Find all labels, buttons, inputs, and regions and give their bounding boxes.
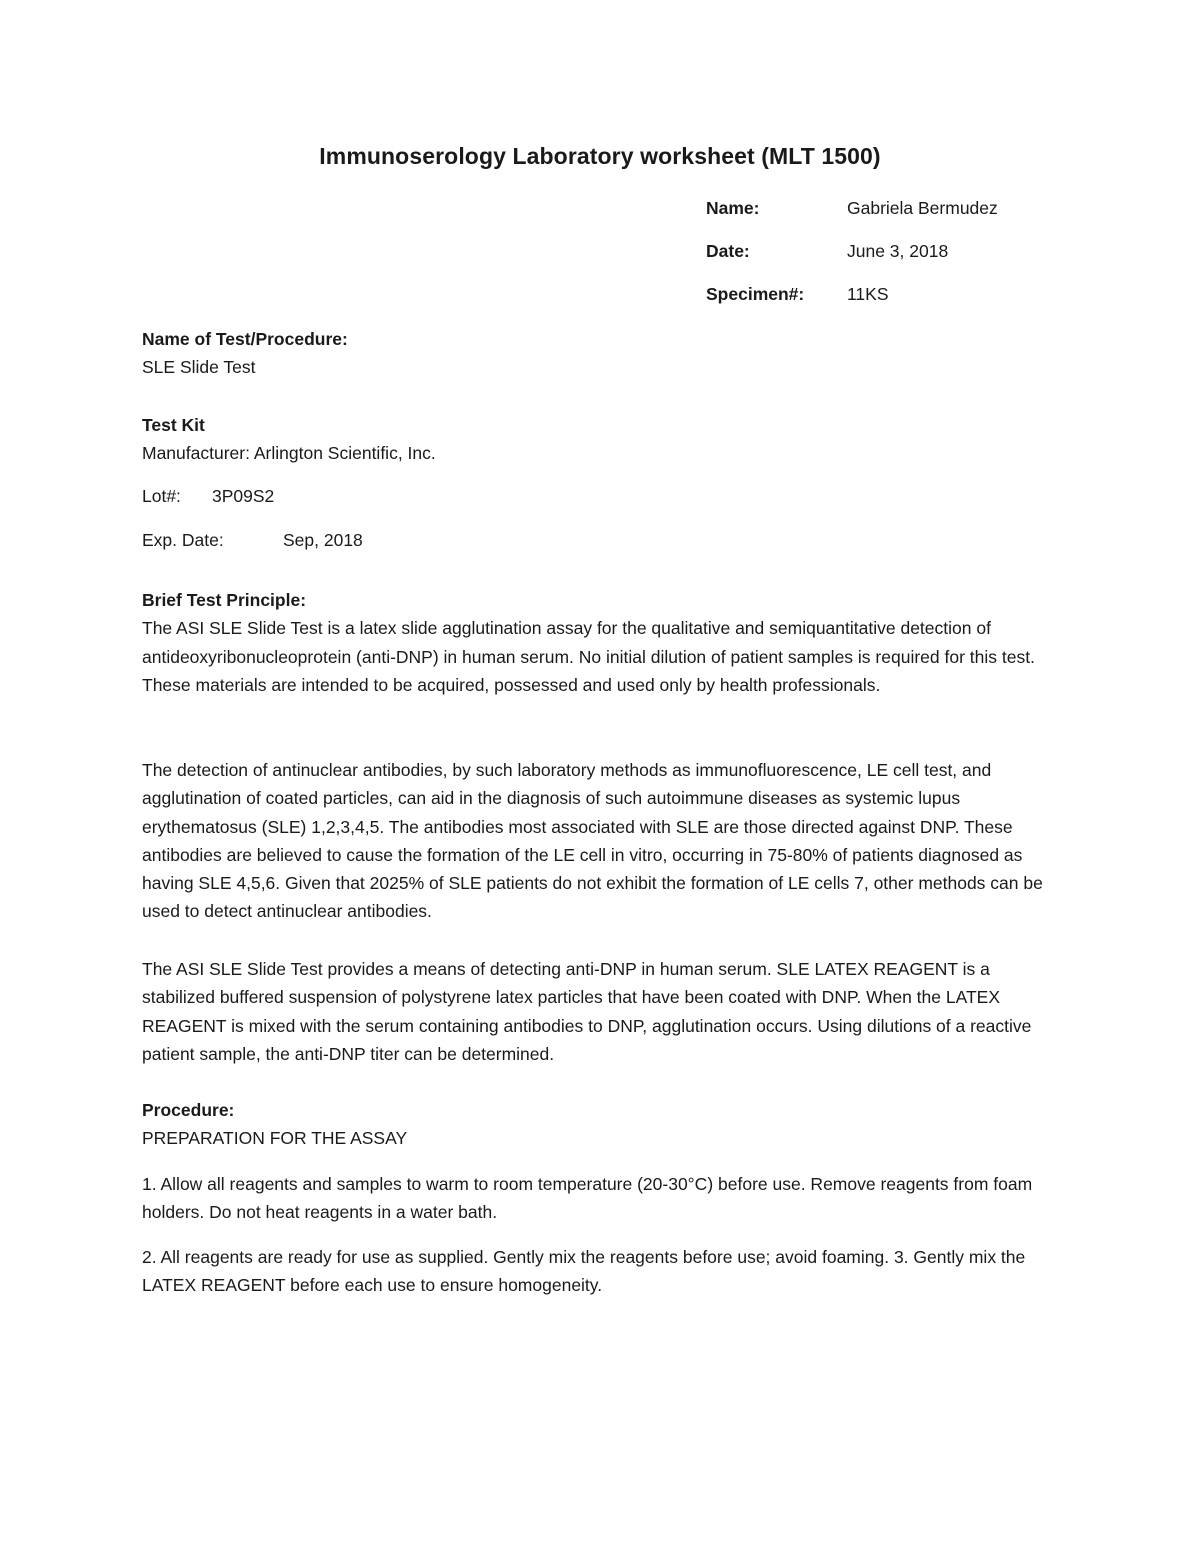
specimen-value: 11KS [847, 284, 889, 304]
date-label: Date: [706, 241, 750, 261]
principle-paragraph-2: The detection of antinuclear antibodies, by such laboratory methods as immunofluorescence, LE cell test, and agglutination of coated particles, can aid in the diagnosis of such autoimmune diseases as systemic lupus erythematosus (SLE) 1,2,3,4,5. The antibodies most associated with SLE are those directed against DNP. These antibodies are believed to cause the formation of the LE cell in vitro, occurring in 75-80% of patients diagnosed as having SLE 4,5,6. Given that 2025% of SLE patients do not exhibit the formation of LE cells 7, other methods can be used to detect antinuclear antibodies. [142, 760, 1043, 922]
procedure-step-1: 1. Allow all reagents and samples to warm to room temperature (20-30°C) before use. Remove reagents from foam holders. Do not heat reagents in a water bath. [142, 1174, 1033, 1223]
principle-heading: Brief Test Principle: [142, 590, 307, 610]
procedure-step-2-wrap [142, 1243, 1057, 1300]
procedure-section [142, 1096, 1057, 1153]
test-procedure-heading: Name of Test/Procedure: [142, 329, 348, 349]
test-procedure-section [142, 325, 1057, 382]
procedure-subheading: PREPARATION FOR THE ASSAY [142, 1128, 408, 1149]
test-kit-section [142, 411, 1057, 468]
lot-value: 3P09S2 [212, 486, 275, 506]
name-label: Name: [706, 198, 760, 218]
principle-section [142, 586, 1057, 699]
specimen-label: Specimen#: [706, 284, 805, 304]
exp-date-value: Sep, 2018 [283, 530, 363, 550]
test-procedure-value: SLE Slide Test [142, 357, 256, 378]
principle-paragraph-1: The ASI SLE Slide Test is a latex slide agglutination assay for the qualitative and semiquantitative detection of antideoxyribonucleoprotein (anti-DNP) in human serum. No initial dilution of patient samples is required for this test. These materials are intended to be acquired, possessed and used only by health professionals. [142, 618, 1035, 695]
exp-date-label: Exp. Date: [142, 530, 224, 550]
document-title: Immunoserology Laboratory worksheet (MLT 1500) [319, 143, 881, 169]
lot-label: Lot#: [142, 486, 181, 506]
test-kit-heading: Test Kit [142, 415, 205, 435]
principle-paragraph-3-wrap [142, 955, 1057, 1068]
principle-paragraph-3: The ASI SLE Slide Test provides a means of detecting anti-DNP in human serum. SLE LATEX REAGENT is a stabilized buffered suspension of polystyrene latex particles that have been coated with DNP. When the LATEX REAGENT is mixed with the serum containing antibodies to DNP, agglutination occurs. Using dilutions of a reactive patient sample, the anti-DNP titer can be determined. [142, 959, 1032, 1064]
procedure-step-2: 2. All reagents are ready for use as supplied. Gently mix the reagents before use; avoid foaming. 3. Gently mix the LATEX REAGENT before each use to ensure homogeneity. [142, 1247, 1026, 1296]
procedure-heading: Procedure: [142, 1100, 235, 1120]
principle-paragraph-2-wrap [142, 756, 1057, 926]
name-value: Gabriela Bermudez [847, 198, 998, 218]
manufacturer-line: Manufacturer: Arlington Scientific, Inc. [142, 443, 436, 464]
date-value: June 3, 2018 [847, 241, 949, 261]
procedure-step-1-wrap [142, 1170, 1057, 1227]
